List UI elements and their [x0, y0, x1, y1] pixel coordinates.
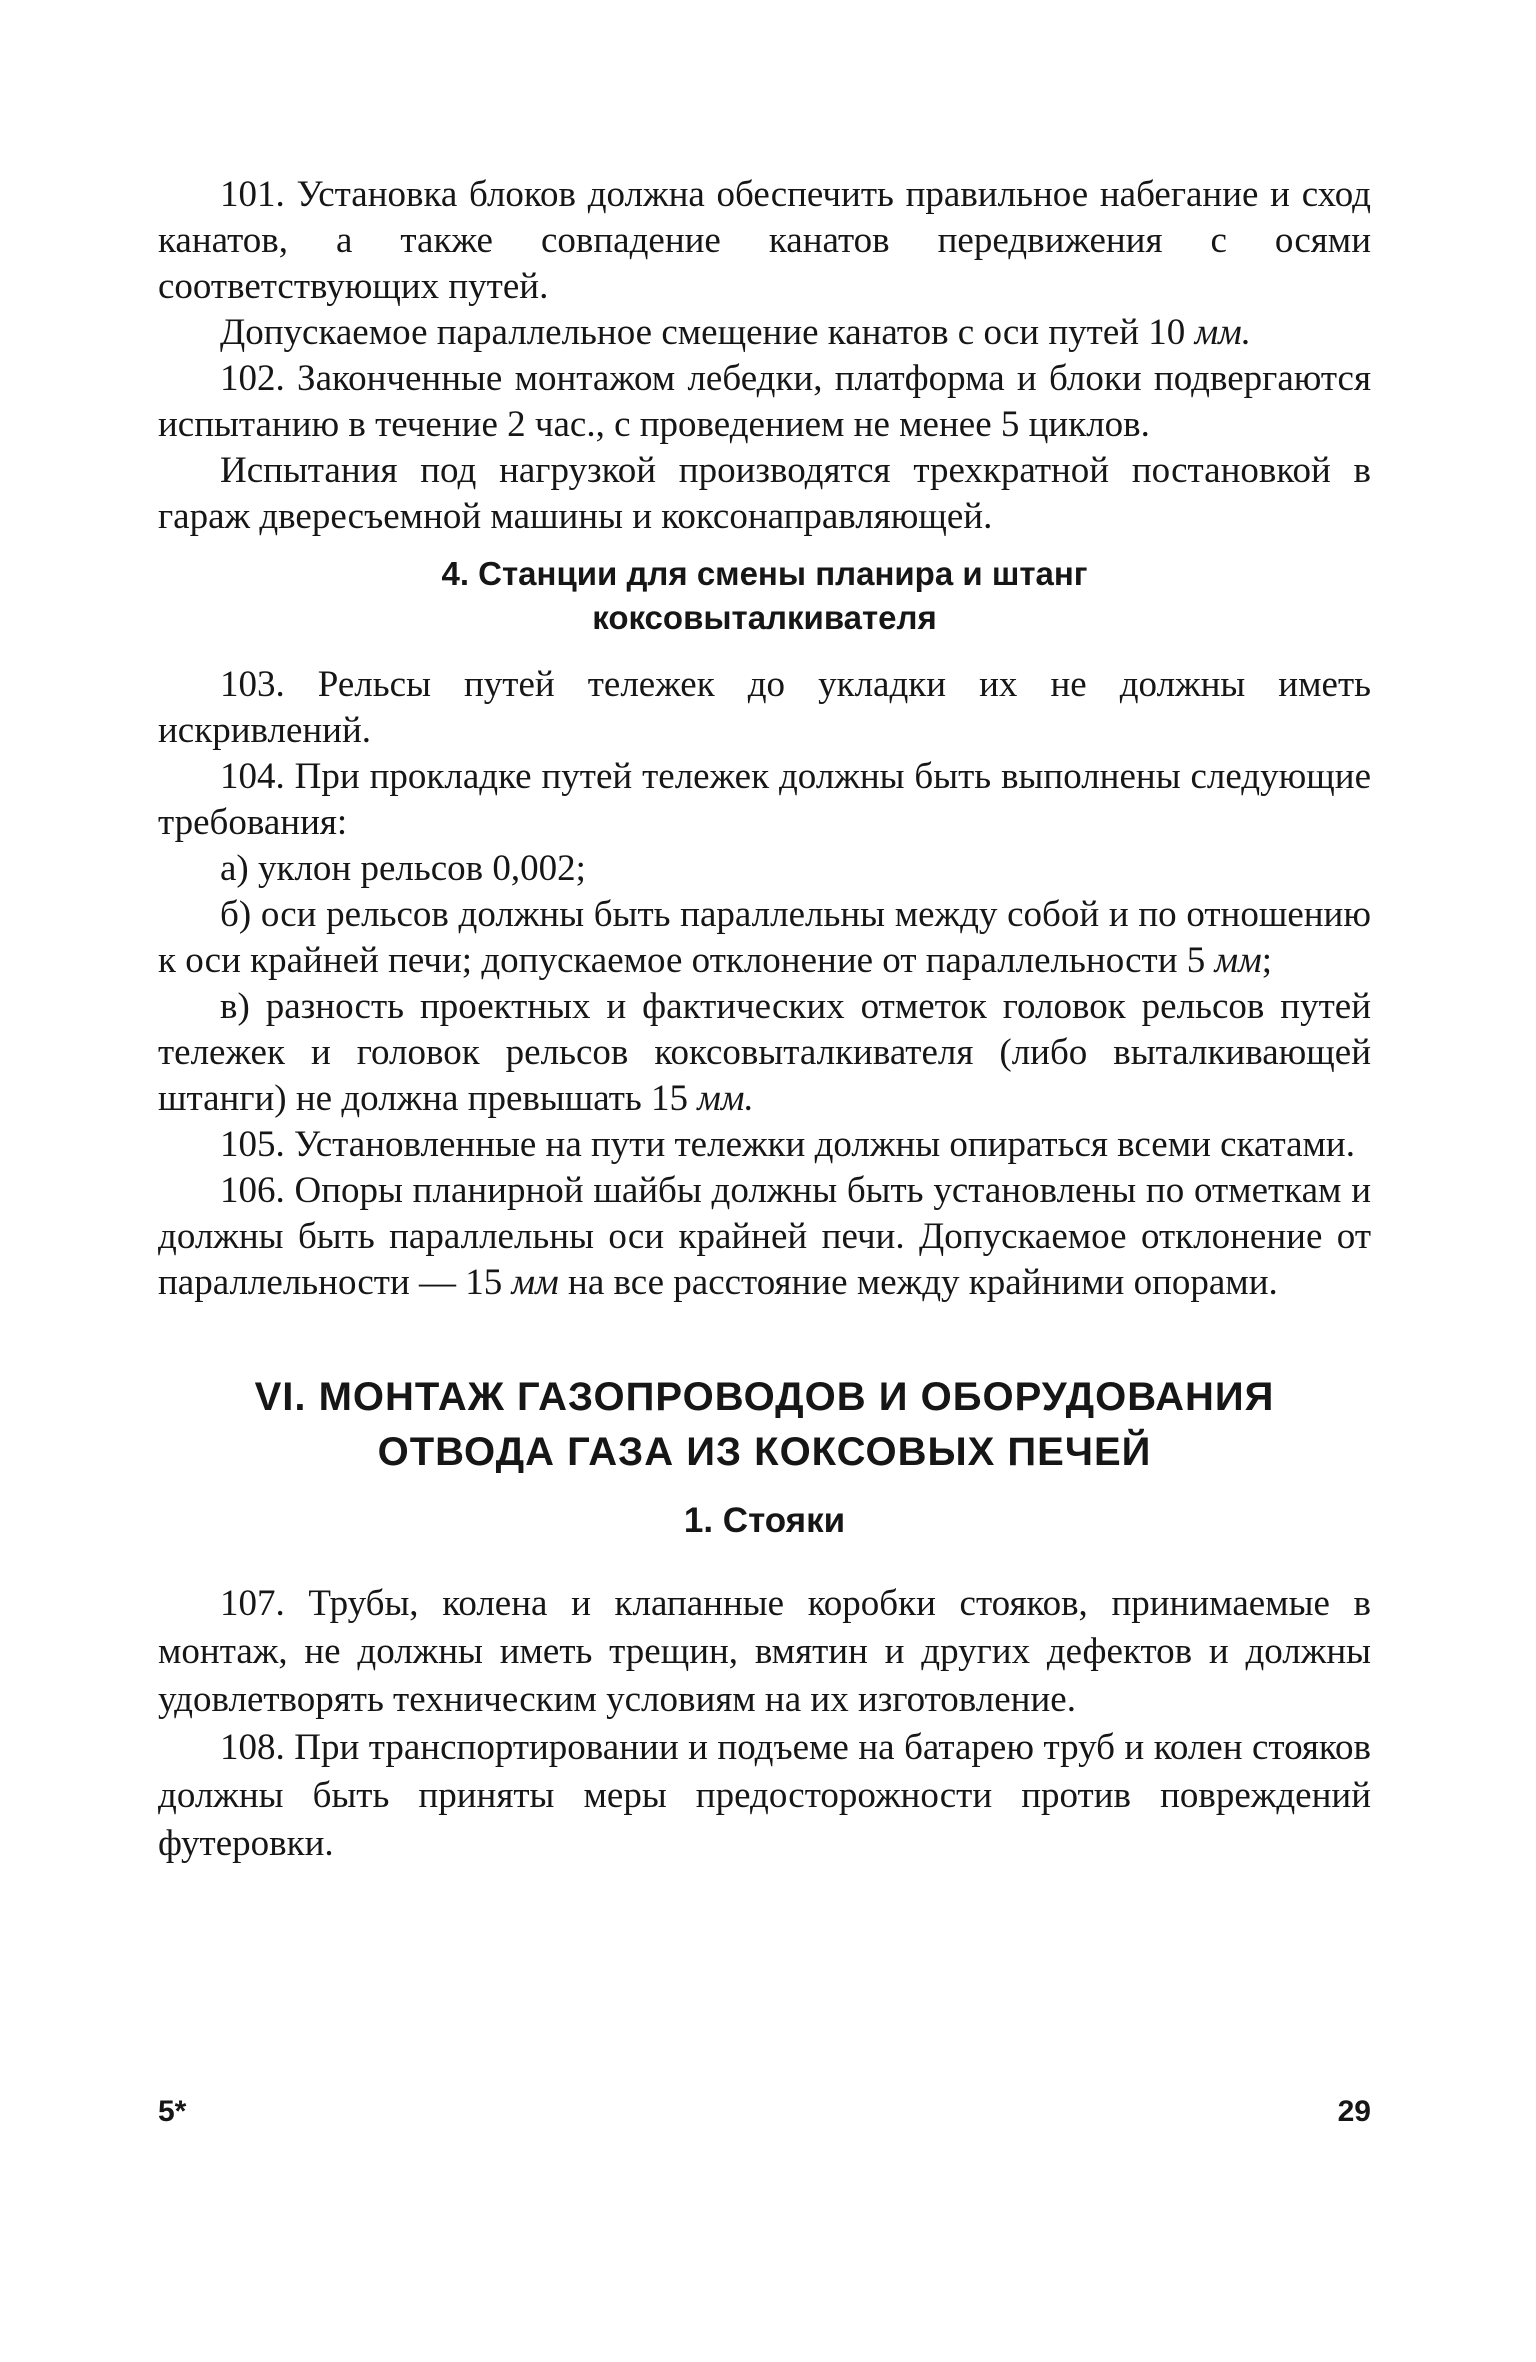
paragraph-104-item-a: а) уклон рельсов 0,002; [220, 848, 586, 889]
signature-mark: 5* [158, 2095, 187, 2128]
paragraph-101-tolerance [158, 310, 1371, 356]
paragraph-104-item-c [158, 984, 1371, 1122]
subsection-heading-4 [158, 552, 1371, 640]
paragraph-104-item-b [158, 892, 1371, 984]
paragraph-105: 105. Установленные на пути тележки должны опираться всеми скатами. [220, 1124, 1355, 1165]
paragraph-106-end: на все расстояние между крайними опорами. [568, 1262, 1278, 1303]
paragraph-104-item-b-text: б) оси рельсов должны быть параллельны между собой и по отношению к оси крайней печи; допускаемое отклонение от параллельности 5 [158, 894, 1371, 981]
page-number: 29 [1337, 2095, 1371, 2128]
section-heading-6-line2: ОТВОДА ГАЗА ИЗ КОКСОВЫХ ПЕЧЕЙ [377, 1430, 1152, 1474]
section-heading-6 [158, 1370, 1371, 1480]
paragraph-102: 102. Законченные монтажом лебедки, платформа и блоки подвергаются испытанию в течение 2 час., с проведением не менее 5 циклов. [158, 358, 1371, 445]
paragraph-106-text: 106. Опоры планирной шайбы должны быть установлены по отметкам и должны быть параллельны оси крайней печи. Допускаемое отклонение от параллельности — 15 [158, 1170, 1371, 1303]
subsection-heading-4-line2: коксовыталкивателя [592, 599, 937, 636]
paragraph-101-tolerance-text: Допускаемое параллельное смещение канатов с оси путей 10 [220, 312, 1186, 353]
unit-mm: мм [511, 1262, 559, 1303]
paragraph-104-item-b-end: ; [1261, 940, 1273, 981]
section-heading-6-line1: VI. МОНТАЖ ГАЗОПРОВОДОВ И ОБОРУДОВАНИЯ [254, 1375, 1275, 1419]
paragraph-101: 101. Установка блоков должна обеспечить правильное набегание и сход канатов, а также совпадение канатов передвижения с осями соответствующих путей. [158, 174, 1371, 307]
paragraph-104: 104. При прокладке путей тележек должны быть выполнены следующие требования: [158, 756, 1371, 843]
paragraph-104-item-c-text: в) разность проектных и фактических отметок головок рельсов путей тележек и головок рельсов коксовыталкивателя (либо выталкивающей штанги) не должна превышать 15 [158, 986, 1371, 1119]
unit-mm: мм. [1194, 312, 1252, 353]
subsection-heading-4-line1: 4. Станции для смены планира и штанг [441, 555, 1088, 592]
paragraph-103: 103. Рельсы путей тележек до укладки их не должны иметь искривлений. [158, 664, 1371, 751]
paragraph-102-testing: Испытания под нагрузкой производятся трехкратной постановкой в гараж двересъемной машины и коксонаправляющей. [158, 450, 1371, 537]
paragraph-108: 108. При транспортировании и подъеме на батарею труб и колен стояков должны быть приняты меры предосторожности против повреждений футеровки. [158, 1727, 1371, 1864]
subsection-heading-1: 1. Стояки [683, 1501, 846, 1540]
unit-mm: мм. [697, 1078, 754, 1119]
paragraph-107: 107. Трубы, колена и клапанные коробки стояков, принимаемые в монтаж, не должны иметь трещин, вмятин и других дефектов и должны удовлетворять техническим условиям на их изготовление. [158, 1583, 1371, 1720]
unit-mm: мм [1214, 940, 1262, 981]
paragraph-106 [158, 1168, 1371, 1306]
